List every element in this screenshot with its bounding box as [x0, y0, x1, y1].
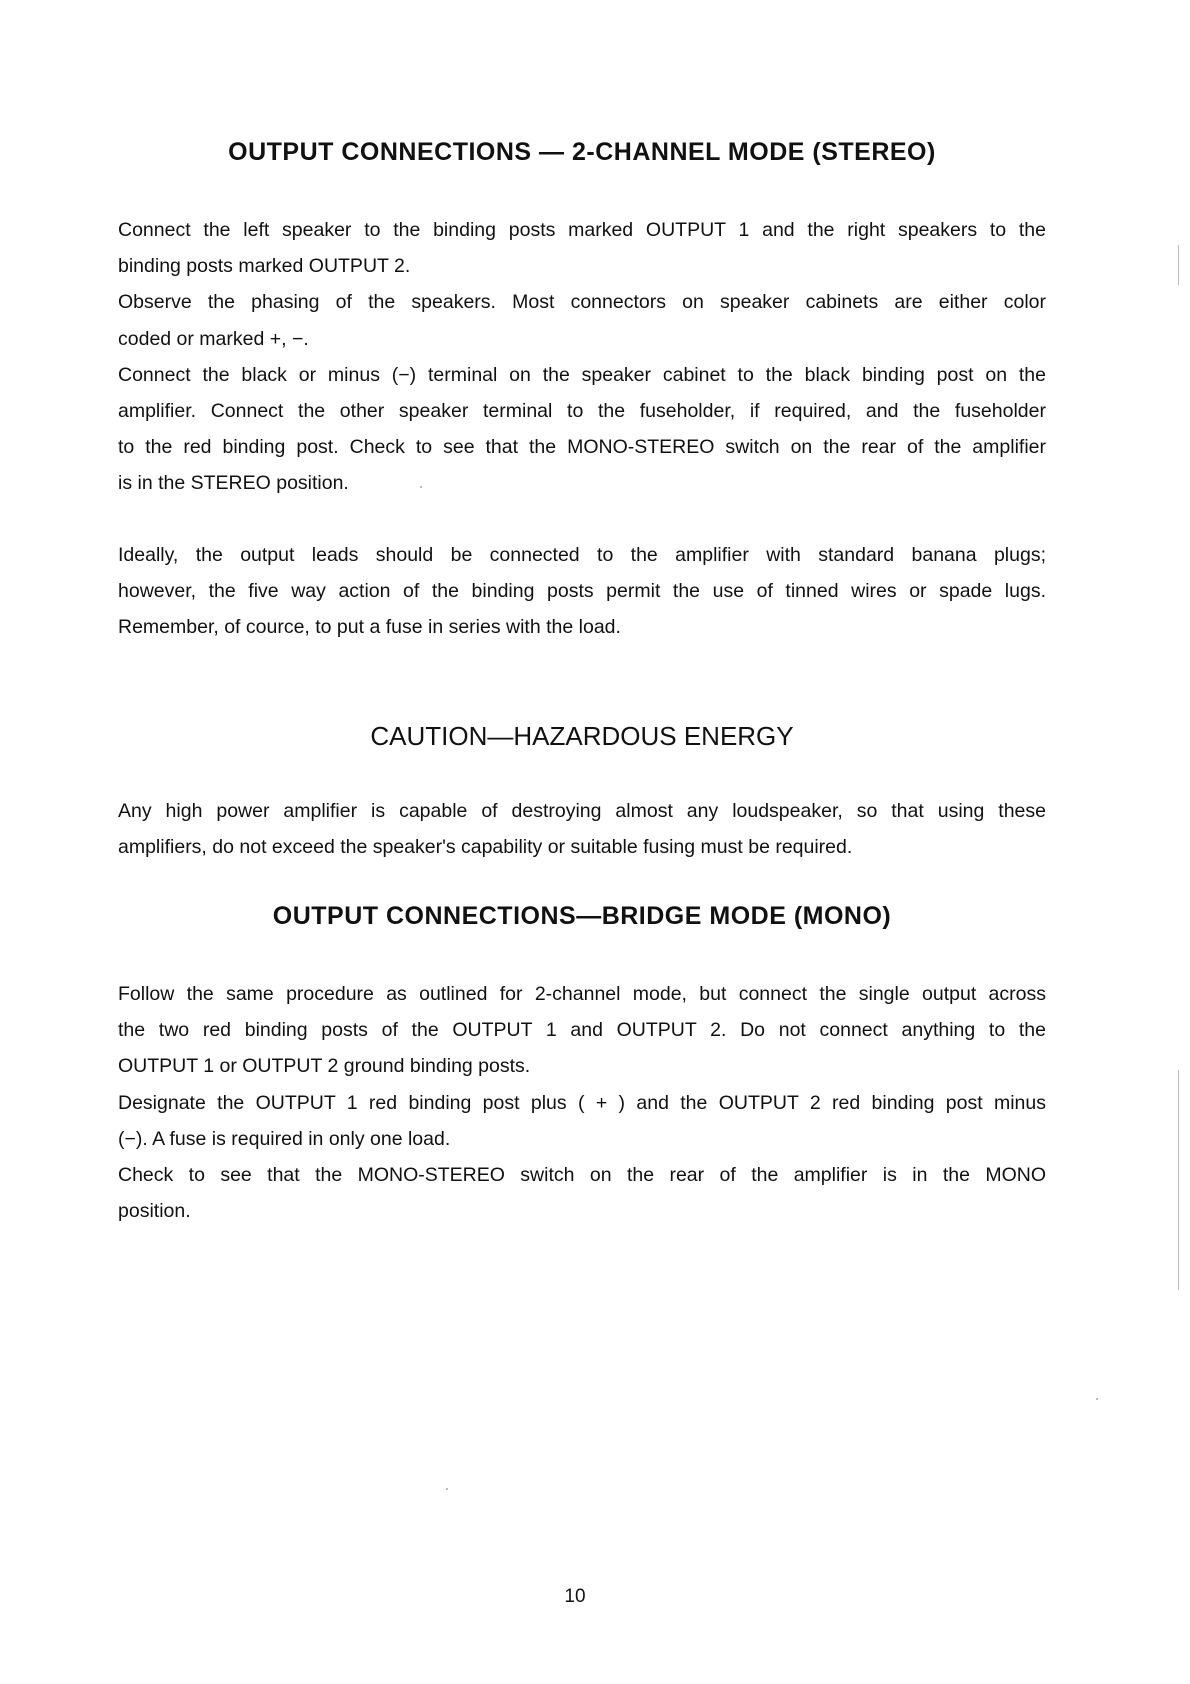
- text-line: Follow the same procedure as outlined for 2-channel mode, but connect the single output across: [118, 983, 1046, 1005]
- text-line: Check to see that the MONO-STEREO switch on the rear of the amplifier is in the MONO: [118, 1164, 1046, 1187]
- output-leads-paragraph: [118, 537, 1046, 646]
- text-line: Designate the OUTPUT 1 red binding post plus ( + ) and the OUTPUT 2 red binding post minus: [118, 1091, 1046, 1114]
- text-line: position.: [118, 1200, 191, 1223]
- text-line: amplifiers, do not exceed the speaker's capability or suitable fusing must be required.: [118, 836, 853, 859]
- stereo-mode-heading: OUTPUT CONNECTIONS — 2-CHANNEL MODE (STEREO): [228, 138, 936, 166]
- text-line: binding posts marked OUTPUT 2.: [118, 255, 411, 278]
- text-line: (−). A fuse is required in only one load.: [118, 1127, 451, 1150]
- text-line: Connect the black or minus (−) terminal on the speaker cabinet to the black binding post on the: [118, 363, 1046, 386]
- text-line: however, the five way action of the binding posts permit the use of tinned wires or spade lugs.: [118, 580, 1046, 603]
- text-line: is in the STEREO position.: [118, 472, 349, 495]
- scan-speck: [1096, 1398, 1098, 1400]
- text-line: Connect the left speaker to the binding posts marked OUTPUT 1 and the right speakers to the: [118, 219, 1046, 241]
- text-line: Remember, of cource, to put a fuse in series with the load.: [118, 616, 621, 639]
- bridge-connection-paragraph: [118, 976, 1046, 1229]
- page-number: 10: [564, 1586, 586, 1607]
- text-line: the two red binding posts of the OUTPUT 1 and OUTPUT 2. Do not connect anything to the: [118, 1019, 1046, 1042]
- mono-mode-heading: OUTPUT CONNECTIONS—BRIDGE MODE (MONO): [272, 902, 892, 930]
- scan-speck: [420, 486, 422, 488]
- scan-edge-mark: [1178, 1070, 1179, 1290]
- scan-edge-mark: [1178, 245, 1179, 285]
- text-line: amplifier. Connect the other speaker terminal to the fuseholder, if required, and the fuseholder: [118, 400, 1046, 423]
- text-line: Observe the phasing of the speakers. Most connectors on speaker cabinets are either color: [118, 291, 1046, 314]
- text-line: Any high power amplifier is capable of destroying almost any loudspeaker, so that using these: [118, 800, 1046, 822]
- text-line: OUTPUT 1 or OUTPUT 2 ground binding posts.: [118, 1055, 531, 1078]
- caution-paragraph: [118, 793, 1046, 865]
- caution-heading: CAUTION—HAZARDOUS ENERGY: [370, 721, 794, 751]
- text-line: to the red binding post. Check to see that the MONO-STEREO switch on the rear of the amplifier: [118, 436, 1046, 459]
- text-line: Ideally, the output leads should be connected to the amplifier with standard banana plugs;: [118, 544, 1046, 566]
- scan-speck: [446, 1488, 448, 1490]
- text-line: coded or marked +, −.: [118, 327, 309, 350]
- stereo-connection-paragraph: [118, 212, 1046, 502]
